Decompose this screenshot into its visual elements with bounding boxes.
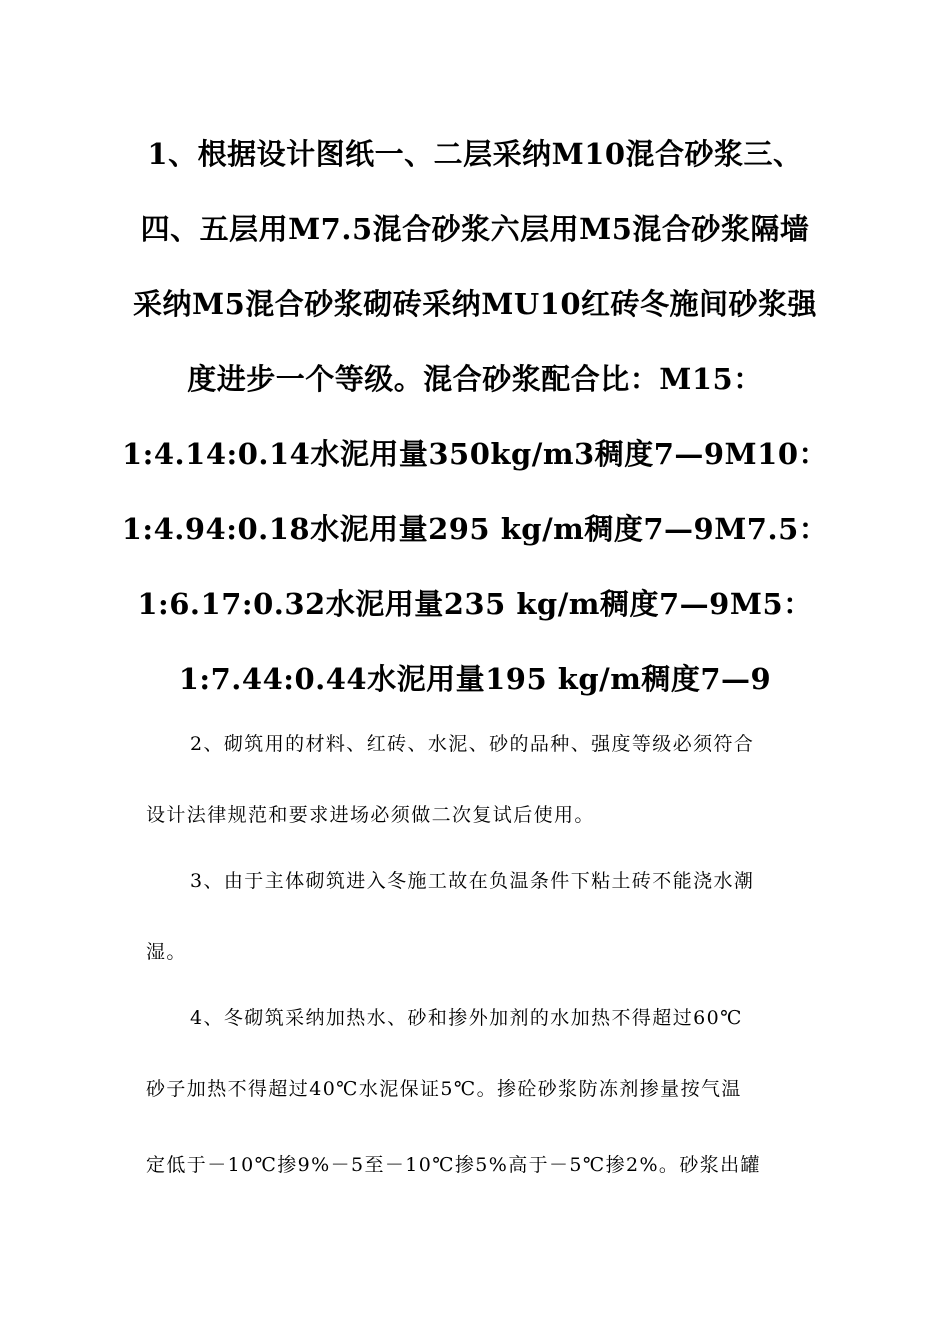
mortar-spec-line-1: 1、根据设计图纸一、二层采纳M10混合砂浆三、 bbox=[147, 137, 803, 171]
paragraph-2-line-2: 设计法律规范和要求进场必须做二次复试后使用。 bbox=[146, 804, 595, 826]
paragraph-4-line-1: 4、冬砌筑采纳加热水、砂和掺外加剂的水加热不得超过60℃ bbox=[190, 1007, 743, 1029]
paragraph-4-line-3: 定低于－10℃掺9%－5至－10℃掺5%高于－5℃掺2%。砂浆出罐 bbox=[146, 1154, 761, 1176]
paragraph-3-line-2: 湿。 bbox=[146, 941, 187, 963]
paragraph-4-line-2: 砂子加热不得超过40℃水泥保证5℃。掺砼砂浆防冻剂掺量按气温 bbox=[146, 1078, 742, 1100]
mortar-spec-line-3: 采纳M5混合砂浆砌砖采纳MU10红砖冬施间砂浆强 bbox=[132, 287, 818, 321]
mortar-spec-line-4: 度进步一个等级。混合砂浆配合比：M15： bbox=[187, 362, 763, 396]
mix-ratio-line-4: 1:7.44:0.44水泥用量195 kg/m稠度7—9 bbox=[178, 662, 772, 696]
mortar-spec-line-2: 四、五层用M7.5混合砂浆六层用M5混合砂浆隔墙 bbox=[140, 212, 810, 246]
mix-ratio-line-2: 1:4.94:0.18水泥用量295 kg/m稠度7—9M7.5： bbox=[121, 512, 829, 546]
paragraph-3-line-1: 3、由于主体砌筑进入冬施工故在负温条件下粘土砖不能浇水潮 bbox=[190, 870, 755, 892]
paragraph-2-line-1: 2、砌筑用的材料、红砖、水泥、砂的品种、强度等级必须符合 bbox=[190, 733, 755, 755]
mix-ratio-line-3: 1:6.17:0.32水泥用量235 kg/m稠度7—9M5： bbox=[137, 587, 813, 621]
mix-ratio-line-1: 1:4.14:0.14水泥用量350kg/m3稠度7—9M10： bbox=[121, 437, 829, 471]
